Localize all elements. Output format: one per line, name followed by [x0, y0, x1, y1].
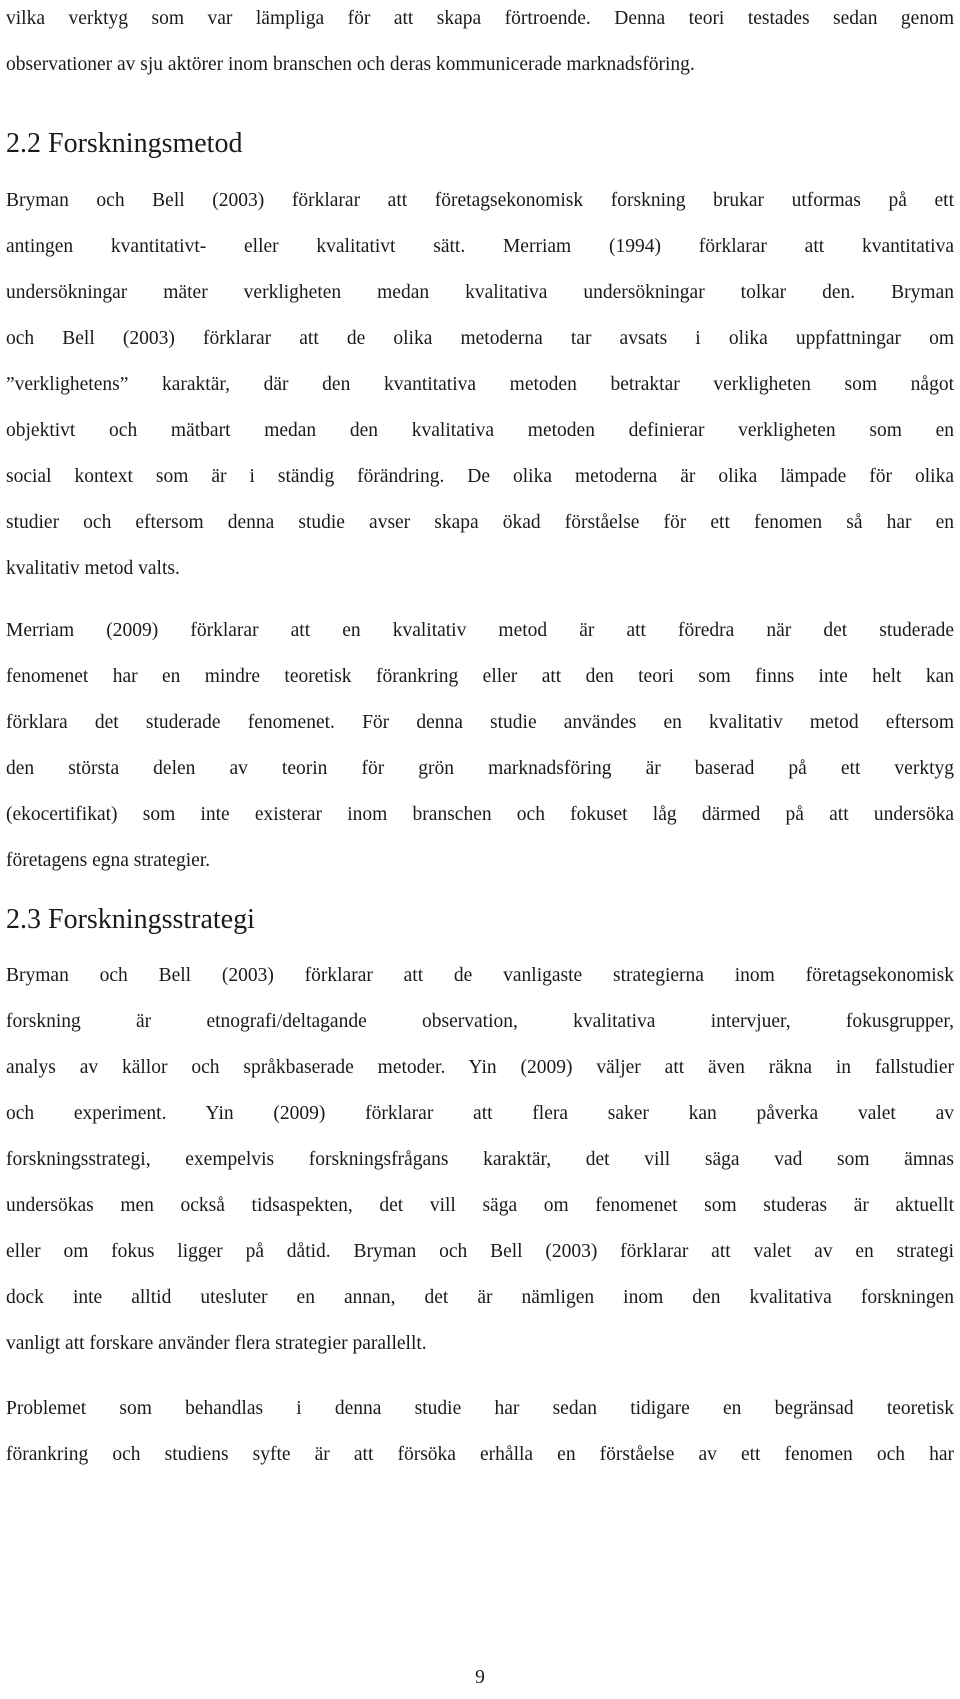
text-line: analys av källor och språkbaserade metoder. Yin (2009) väljer att även räkna in fallstudier	[6, 1057, 954, 1078]
text-line: förklara det studerade fenomenet. För denna studie användes en kvalitativ metod eftersom	[6, 712, 954, 733]
text-line: och Bell (2003) förklarar att de olika metoderna tar avsats i olika uppfattningar om	[6, 328, 954, 349]
text-line: vilka verktyg som var lämpliga för att skapa förtroende. Denna teori testades sedan genom	[6, 8, 954, 29]
text-line: forskning är etnografi/deltagande observation, kvalitativa intervjuer, fokusgrupper,	[6, 1011, 954, 1032]
text-line: dock inte alltid utesluter en annan, det är nämligen inom den kvalitativa forskningen	[6, 1287, 954, 1308]
paragraph-forskningsstrategi-2	[6, 1386, 954, 1478]
text-line: Bryman och Bell (2003) förklarar att företagsekonomisk forskning brukar utformas på ett	[6, 190, 954, 211]
text-line: Merriam (2009) förklarar att en kvalitativ metod är att föredra när det studerade	[6, 620, 954, 641]
text-line: observationer av sju aktörer inom branschen och deras kommunicerade marknadsföring.	[6, 54, 695, 75]
text-line: forskningsstrategi, exempelvis forskningsfrågans karaktär, det vill säga vad som ämnas	[6, 1149, 954, 1170]
text-line: och experiment. Yin (2009) förklarar att flera saker kan påverka valet av	[6, 1103, 954, 1124]
text-line: social kontext som är i ständig förändring. De olika metoderna är olika lämpade för olika	[6, 466, 954, 487]
intro-paragraph	[6, 0, 954, 88]
text-line: objektivt och mätbart medan den kvalitativa metoden definierar verkligheten som en	[6, 420, 954, 441]
text-line: Problemet som behandlas i denna studie har sedan tidigare en begränsad teoretisk	[6, 1398, 954, 1419]
text-line: den största delen av teorin för grön marknadsföring är baserad på ett verktyg	[6, 758, 954, 779]
text-line: (ekocertifikat) som inte existerar inom branschen och fokuset låg därmed på att undersöka	[6, 804, 954, 825]
text-line: vanligt att forskare använder flera strategier parallellt.	[6, 1333, 427, 1354]
section-heading-forskningsmetod: 2.2 Forskningsmetod	[6, 128, 243, 159]
page-number: 9	[475, 1667, 485, 1688]
text-line: fenomenet har en mindre teoretisk förankring eller att den teori som finns inte helt kan	[6, 666, 954, 687]
paragraph-forskningsmetod-2	[6, 608, 954, 884]
paragraph-forskningsstrategi-1	[6, 953, 954, 1367]
text-line: undersökas men också tidsaspekten, det vill säga om fenomenet som studeras är aktuellt	[6, 1195, 954, 1216]
paragraph-forskningsmetod-1	[6, 178, 954, 592]
text-line: studier och eftersom denna studie avser skapa ökad förståelse för ett fenomen så har en	[6, 512, 954, 533]
text-line: kvalitativ metod valts.	[6, 558, 180, 579]
text-line: eller om fokus ligger på dåtid. Bryman och Bell (2003) förklarar att valet av en strategi	[6, 1241, 954, 1262]
text-line: undersökningar mäter verkligheten medan kvalitativa undersökningar tolkar den. Bryman	[6, 282, 954, 303]
text-line: Bryman och Bell (2003) förklarar att de vanligaste strategierna inom företagsekonomisk	[6, 965, 954, 986]
text-line: företagens egna strategier.	[6, 850, 211, 871]
text-line: antingen kvantitativt- eller kvalitativt sätt. Merriam (1994) förklarar att kvantitativa	[6, 236, 954, 257]
text-line: ”verklighetens” karaktär, där den kvantitativa metoden betraktar verkligheten som något	[6, 374, 954, 395]
text-line: förankring och studiens syfte är att försöka erhålla en förståelse av ett fenomen och har	[6, 1444, 954, 1465]
section-heading-forskningsstrategi: 2.3 Forskningsstrategi	[6, 904, 255, 935]
